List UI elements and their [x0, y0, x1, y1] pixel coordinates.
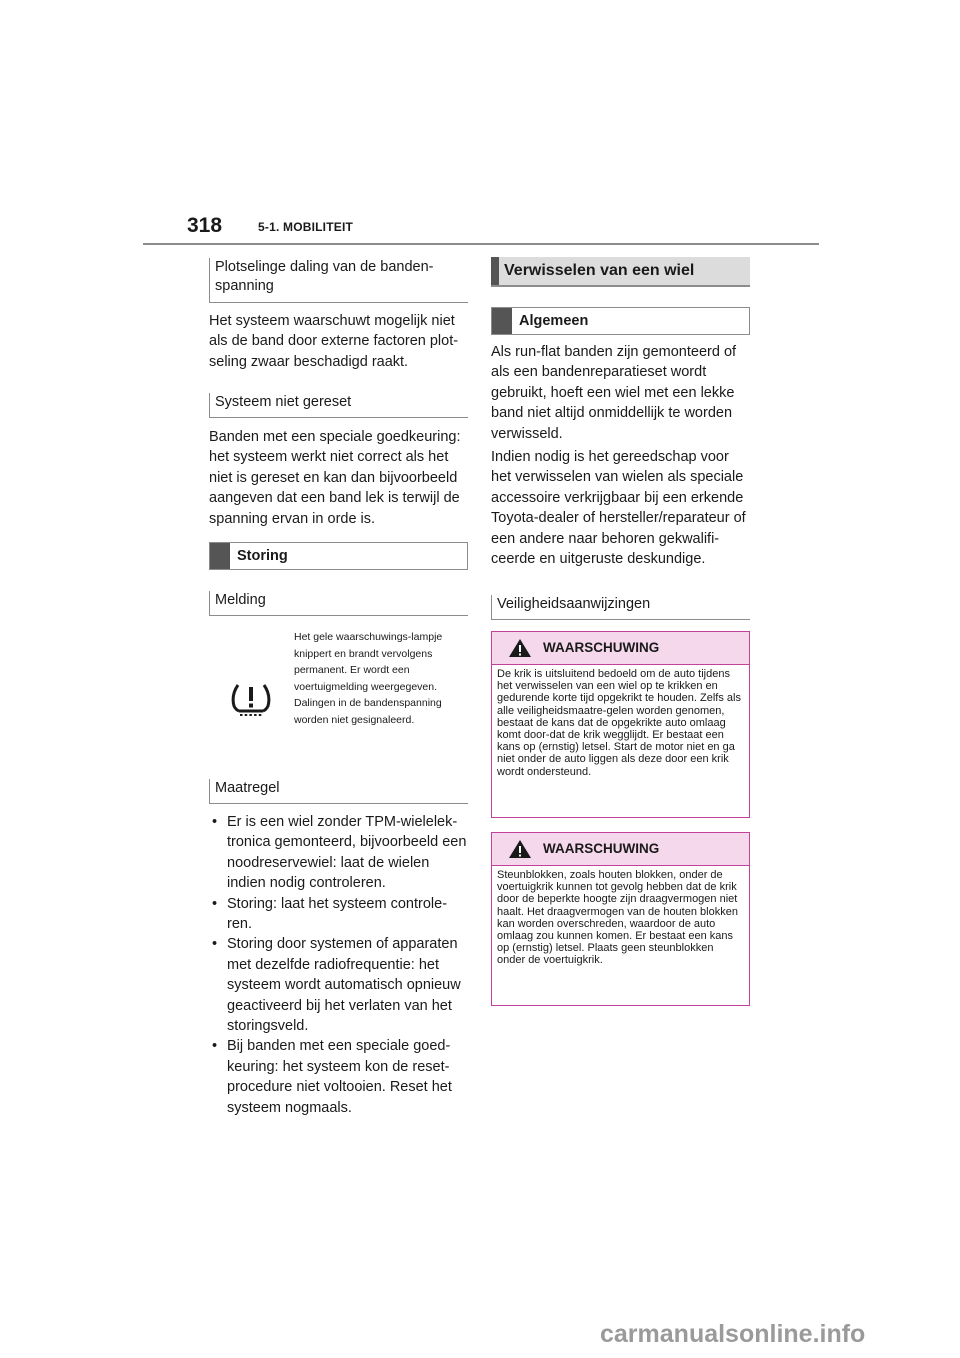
list-item: • Storing door systemen of apparaten met dezelfde radiofrequentie: het systeem wordt automatisch opnieuw geactiveerd bij het verlaten van het storingsveld. — [209, 934, 468, 1036]
main-heading-wheel-change — [491, 257, 750, 287]
subheading-pressure-drop: Plotselinge daling van de banden- spanning — [209, 258, 468, 303]
watermark: carmanualsonline.info — [600, 1320, 866, 1348]
warning-lamp-description: Het gele waarschuwings-lampje knippert en brandt vervolgens permanent. Er wordt een voertuigmelding weergegeven. Dalingen in de bandenspanning worden niet gesignaleerd. — [294, 631, 443, 726]
measures-list — [209, 812, 468, 1118]
list-item: • Er is een wiel zonder TPM-wielelek-tronica gemonteerd, bijvoorbeeld een noodreservewiel: laat de wielen indien nodig controleren. — [209, 812, 468, 894]
subheading-maatregel: Maatregel — [209, 779, 468, 804]
left-column — [209, 258, 468, 303]
heading-bar — [492, 308, 512, 334]
warning-box-blocks — [491, 832, 750, 1006]
tire-pressure-warning-icon — [230, 681, 272, 721]
paragraph-general-1: Als run-flat banden zijn gemonteerd of als een bandenreparatieset wordt gebruikt, hoeft een wiel met een lekke band niet altijd onmiddellijk te worden verwisseld. — [491, 344, 737, 442]
subheading-safety: Veiligheidsaanwijzingen — [491, 595, 750, 620]
warning-header — [492, 632, 749, 665]
warning-text: De krik is uitsluitend bedoeld om de auto tijdens het verwisselen van een wiel op te krikken en gedurende korte tijd opgekrikt te houden. Zelfs als alle veiligheidsmaatre-gelen worden genomen, bestaat de kans dat de opgekrikte auto omlaag komt door-dat de krik wegglijdt. Er bestaat een kans op (ernstig) letsel. Start de motor niet en ga niet onder de auto liggen als deze door een krik wordt ondersteund. — [497, 668, 741, 778]
box-heading-algemeen-label: Algemeen — [519, 313, 589, 329]
paragraph-not-reset: Banden met een speciale goedkeuring: het systeem werkt niet correct als het niet is gereset en kan dan bijvoorbeeld aangeven dat een band lek is terwijl de spanning ervan in orde is. — [209, 429, 461, 527]
warning-header — [492, 833, 749, 866]
box-heading-storing — [209, 542, 468, 570]
warning-triangle-icon — [508, 839, 532, 862]
header-divider — [143, 243, 819, 245]
heading-bar — [210, 543, 230, 569]
paragraph-general-2: Indien nodig is het gereedschap voor het verwisselen van wielen als speciale accessoire verkrijgbaar bij een erkende Toyota-dealer of hersteller/reparateur of een andere naar behoren gekwalifi-ceerde en uitgeruste deskundige. — [491, 449, 746, 568]
warning-title: WAARSCHUWING — [543, 640, 660, 655]
warning-title: WAARSCHUWING — [543, 841, 660, 856]
subheading-melding: Melding — [209, 591, 468, 616]
page-number: 318 — [187, 214, 223, 237]
list-item: • Bij banden met een speciale goed-keuring: het systeem kon de reset-procedure niet voltooien. Reset het systeem nogmaals. — [209, 1036, 468, 1118]
box-heading-algemeen — [491, 307, 750, 335]
main-heading-label: Verwisselen van een wiel — [504, 262, 695, 279]
box-heading-storing-label: Storing — [237, 548, 288, 564]
section-label: 5-1. MOBILITEIT — [258, 220, 354, 234]
warning-box-jack — [491, 631, 750, 818]
list-item: • Storing: laat het systeem controle-ren. — [209, 894, 468, 935]
warning-triangle-icon — [508, 638, 532, 661]
warning-text: Steunblokken, zoals houten blokken, onder de voertuigkrik kunnen tot gevolg hebben dat de krik door de beperkte hoogte zijn draagvermogen niet haalt. Het draagvermogen van de houten blokken kan worden overschreden, waardoor de auto omlaag zou kunnen komen. Er bestaat een kans op (ernstig) letsel. Plaats geen steunblokken onder de voertuigkrik. — [497, 869, 738, 967]
paragraph-pressure-drop: Het systeem waarschuwt mogelijk niet als de band door externe factoren plot-seling zwaar beschadigd raakt. — [209, 313, 459, 370]
heading-bar — [491, 257, 499, 285]
subheading-not-reset: Systeem niet gereset — [209, 393, 468, 418]
